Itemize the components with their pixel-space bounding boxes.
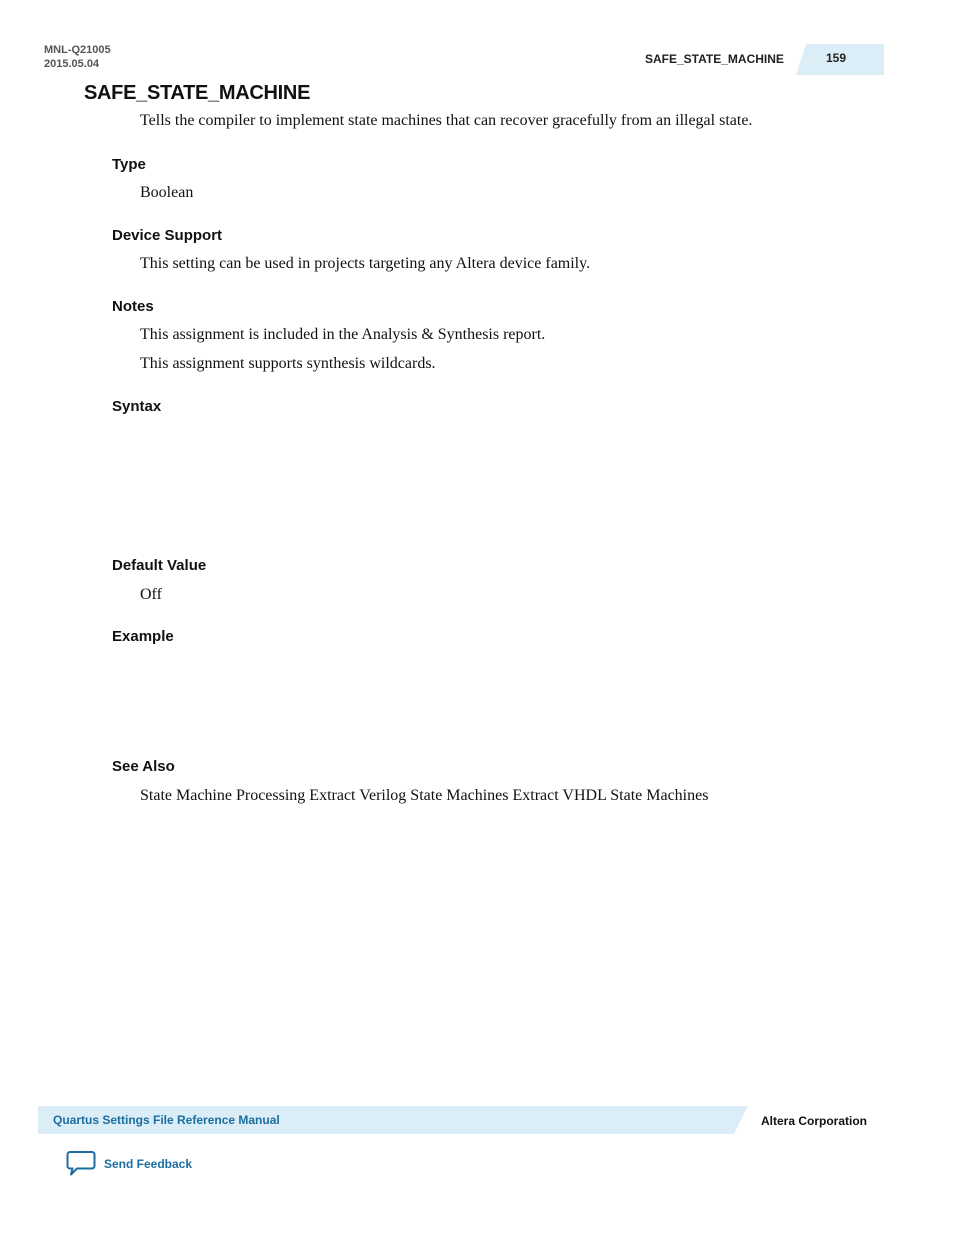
see-also-heading: See Also bbox=[112, 758, 175, 775]
page-number: 159 bbox=[826, 51, 847, 65]
send-feedback-label: Send Feedback bbox=[104, 1156, 193, 1171]
notes-heading: Notes bbox=[112, 298, 154, 315]
device-support-heading: Device Support bbox=[112, 227, 223, 244]
example-heading: Example bbox=[112, 628, 174, 645]
document-date: 2015.05.04 bbox=[44, 58, 100, 70]
device-support-text: This setting can be used in projects targeting any Altera device family. bbox=[140, 255, 591, 272]
notes-line: This assignment is included in the Analysis & Synthesis report. bbox=[140, 326, 546, 343]
type-value: Boolean bbox=[140, 184, 194, 201]
footer-company: Altera Corporation bbox=[761, 1114, 868, 1128]
footer-manual-title: Quartus Settings File Reference Manual bbox=[53, 1113, 280, 1127]
type-heading: Type bbox=[112, 156, 146, 173]
see-also-text: State Machine Processing Extract Verilog State Machines Extract VHDL State Machines bbox=[140, 787, 709, 804]
page-title: SAFE_STATE_MACHINE bbox=[84, 82, 311, 104]
default-value: Off bbox=[140, 586, 162, 603]
description: Tells the compiler to implement state machines that can recover gracefully from an illegal state. bbox=[140, 112, 753, 129]
syntax-heading: Syntax bbox=[112, 398, 162, 415]
send-feedback-link[interactable] bbox=[66, 1150, 192, 1177]
speech-bubble-icon bbox=[66, 1150, 96, 1177]
default-value-heading: Default Value bbox=[112, 557, 207, 574]
notes-line: This assignment supports synthesis wildcards. bbox=[140, 355, 436, 372]
document-id-block bbox=[44, 43, 111, 71]
header-section-title: SAFE_STATE_MACHINE bbox=[645, 52, 784, 66]
document-id: MNL-Q21005 bbox=[44, 44, 111, 56]
